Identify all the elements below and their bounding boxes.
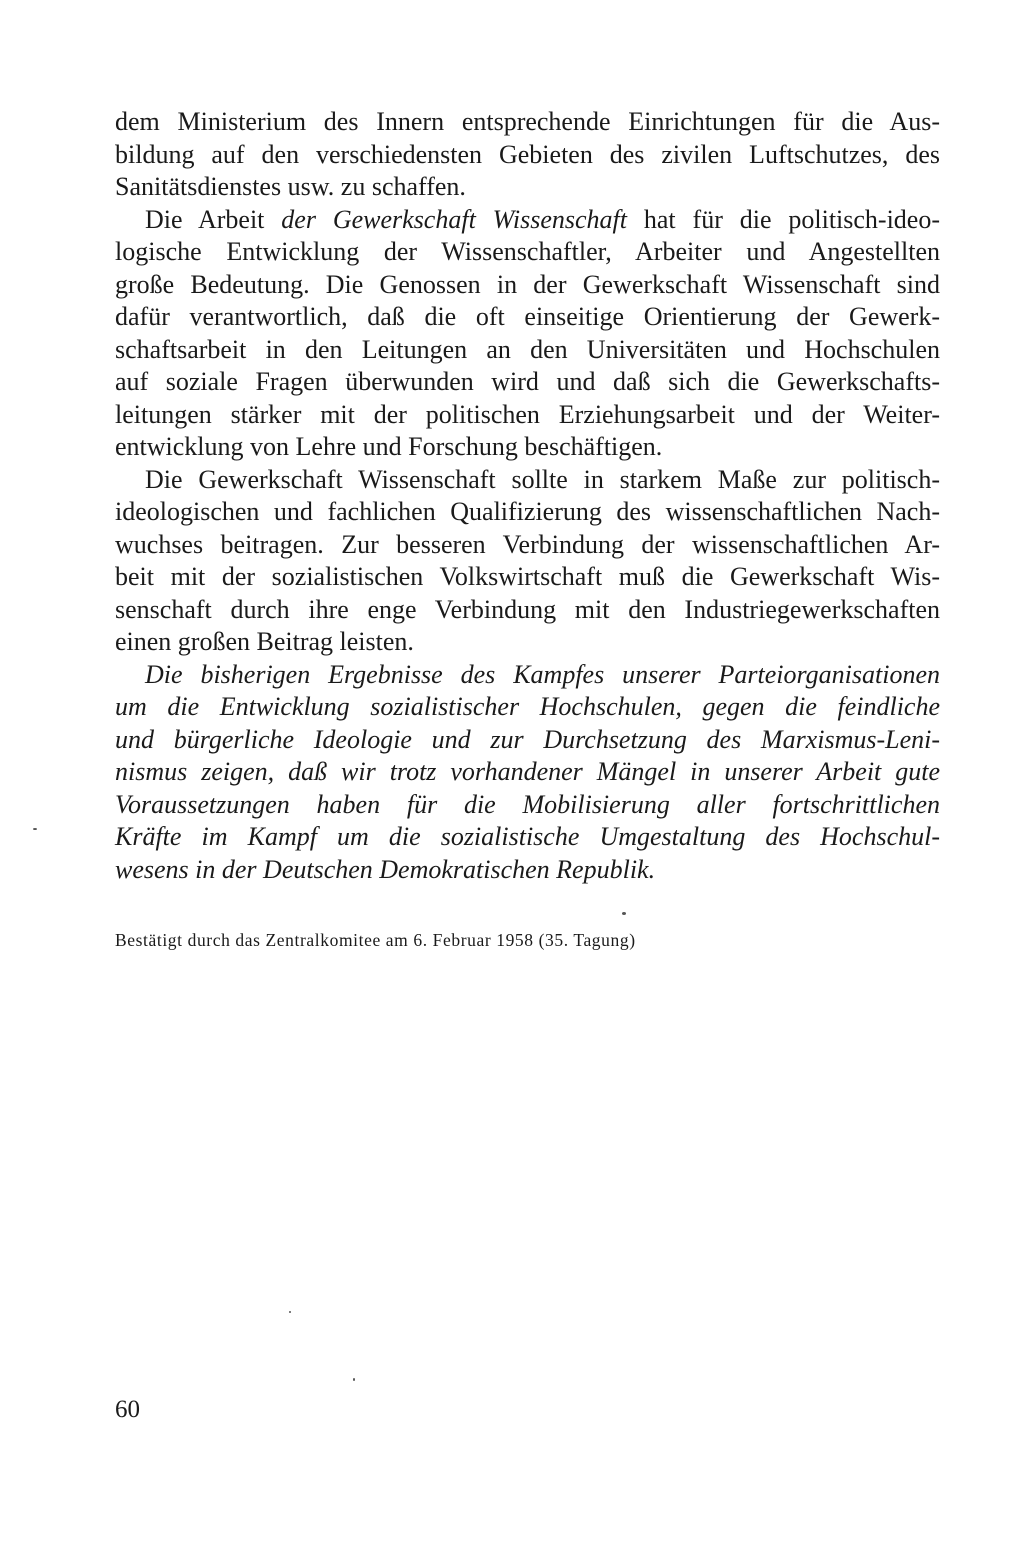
text-line: um die Entwicklung sozialistischer Hochschulen, gegen die feindliche: [115, 692, 940, 721]
scan-speck: [33, 828, 37, 830]
page-number: 60: [115, 1396, 140, 1423]
text-line: dafür verantwortlich, daß die oft einseitige Orientierung der Gewerk-: [115, 302, 940, 331]
text-line: große Bedeutung. Die Genossen in der Gewerkschaft Wissenschaft sind: [115, 269, 940, 299]
text-line: und bürgerliche Ideologie und zur Durchsetzung des Marxismus-Leni-: [115, 724, 940, 754]
text-line: [115, 204, 940, 237]
text-line: Die Gewerkschaft Wissenschaft sollte in starkem Maße zur politisch-: [145, 464, 940, 494]
scan-speck: [289, 1311, 291, 1313]
text-segment: der Gewerkschaft Wissenschaft: [281, 204, 628, 234]
text-line: dem Ministerium des Innern entsprechende Einrichtungen für die Aus-: [115, 107, 940, 136]
scan-speck: [622, 912, 626, 915]
text-line: einen großen Beitrag leisten.: [115, 627, 414, 656]
text-line: Die bisherigen Ergebnisse des Kampfes unserer Parteiorganisationen: [145, 659, 940, 689]
text-line: beit mit der sozialistischen Volkswirtschaft muß die Gewerkschaft Wis-: [115, 562, 940, 591]
text-line: bildung auf den verschiedensten Gebieten des zivilen Luftschutzes, des: [115, 139, 940, 169]
text-line: entwicklung von Lehre und Forschung beschäftigen.: [115, 432, 663, 461]
text-line: auf soziale Fragen überwunden wird und daß sich die Gewerkschafts-: [115, 367, 940, 396]
text-line: ideologischen und fachlichen Qualifizierung des wissenschaftlichen Nach-: [115, 497, 940, 526]
body-text: [115, 106, 940, 886]
text-line: senschaft durch ihre enge Verbindung mit den Industriegewerkschaften: [115, 594, 940, 624]
text-line: Voraussetzungen haben für die Mobilisierung aller fortschrittlichen: [115, 789, 940, 819]
text-line: nismus zeigen, daß wir trotz vorhandener Mängel in unserer Arbeit gute: [115, 757, 940, 786]
text-segment: Die Arbeit: [145, 204, 282, 234]
scan-speck: [353, 1378, 355, 1381]
text-line: Sanitätsdienstes usw. zu schaffen.: [115, 172, 466, 201]
text-segment: hat für die politisch-ideo-: [627, 204, 941, 234]
text-line: logische Entwicklung der Wissenschaftler, Arbeiter und Angestellten: [115, 237, 940, 266]
text-line: Kräfte im Kampf um die sozialistische Umgestaltung des Hochschul-: [115, 822, 940, 851]
text-line: wuchses beitragen. Zur besseren Verbindung der wissenschaftlichen Ar-: [115, 529, 940, 559]
text-line: wesens in der Deutschen Demokratischen Republik.: [115, 854, 656, 884]
text-line: schaftsarbeit in den Leitungen an den Universitäten und Hochschulen: [115, 334, 940, 364]
attestation-note: Bestätigt durch das Zentralkomitee am 6. Februar 1958 (35. Tagung): [115, 930, 636, 950]
text-line: leitungen stärker mit der politischen Erziehungsarbeit und der Weiter-: [115, 399, 940, 429]
